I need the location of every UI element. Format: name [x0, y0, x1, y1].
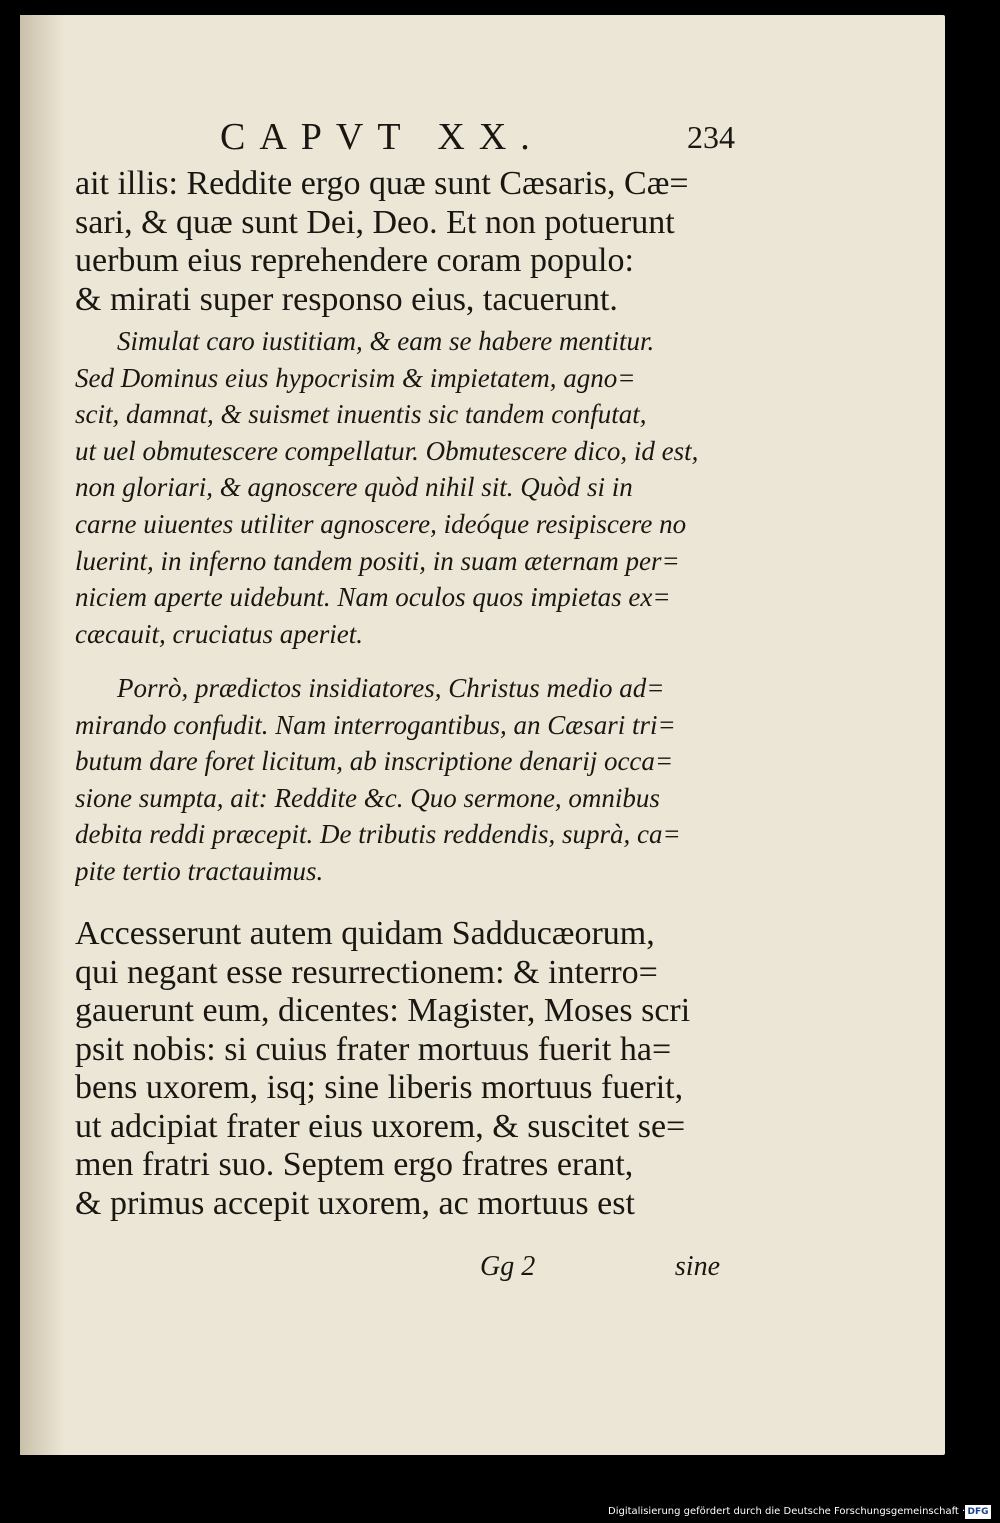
text-line: sari, & quæ sunt Dei, Deo. Et non potuerunt	[75, 203, 675, 241]
text-line: butum dare foret licitum, ab inscriptione denarij occa=	[75, 746, 674, 777]
text-line: ait illis: Reddite ergo quæ sunt Cæsaris, Cæ=	[75, 165, 689, 202]
catchword: sine	[674, 1251, 720, 1282]
dfg-logo: DFG	[965, 1505, 991, 1519]
text-line: psit nobis: si cuius frater mortuus fuerit ha=	[75, 1030, 672, 1068]
text-line: carne uiuentes utiliter agnoscere, ideóque resipiscere no	[75, 508, 687, 539]
page-footer	[480, 1251, 720, 1291]
text-line: debita reddi præcepit. De tributis reddendis, suprà, ca=	[75, 819, 681, 850]
text-line: pite tertio tractauimus.	[75, 855, 324, 886]
text-line: men fratri suo. Septem ergo fratres erant,	[75, 1146, 634, 1183]
commentary-block-1	[75, 323, 735, 652]
running-head	[220, 115, 735, 165]
page-number: 234	[687, 119, 735, 155]
verse-block-2	[75, 915, 735, 1223]
text-line: mirando confudit. Nam interrogantibus, an Cæsari tri=	[75, 709, 676, 740]
text-line: scit, damnat, & suismet inuentis sic tandem confutat,	[75, 399, 647, 430]
text-line: qui negant esse resurrectionem: & interro=	[75, 953, 658, 991]
text-line: Sed Dominus eius hypocrisim & impietatem, agno=	[75, 362, 636, 393]
text-line: niciem aperte uidebunt. Nam oculos quos impietas ex=	[75, 582, 671, 613]
text-line: luerint, in inferno tandem positi, in suam æternam per=	[75, 545, 680, 576]
text-line: & primus accepit uxorem, ac mortuus est	[75, 1184, 635, 1222]
text-line: non gloriari, & agnoscere quòd nihil sit. Quòd si in	[75, 472, 633, 503]
commentary-block-2	[75, 670, 735, 890]
digitization-credit: Digitalisierung gefördert durch die Deutsche Forschungsgemeinschaft ·	[608, 1506, 966, 1517]
text-line: ut uel obmutescere compellatur. Obmutescere dico, id est,	[75, 435, 699, 466]
verse-block-1	[75, 165, 735, 319]
text-line: Simulat caro iustitiam, & eam se habere mentitur.	[117, 326, 655, 356]
text-line: ut adcipiat frater eius uxorem, & suscitet se=	[75, 1107, 686, 1145]
gutter-shadow	[20, 15, 65, 1455]
book-page	[20, 15, 945, 1455]
text-line: Accesserunt autem quidam Sadducæorum,	[75, 915, 655, 952]
text-line: cæcauit, cruciatus aperiet.	[75, 618, 363, 649]
text-line: sione sumpta, ait: Reddite &c. Quo sermone, omnibus	[75, 782, 660, 813]
text-line: Porrò, prædictos insidiatores, Christus medio ad=	[117, 673, 665, 703]
text-line: & mirati super responso eius, tacuerunt.	[75, 280, 618, 318]
text-line: gauerunt eum, dicentes: Magister, Moses scri	[75, 992, 691, 1029]
chapter-title: CAPVT XX.	[220, 116, 544, 158]
text-line: bens uxorem, isq; sine liberis mortuus fuerit,	[75, 1069, 684, 1106]
signature-mark: Gg 2	[480, 1251, 536, 1282]
text-line: uerbum eius reprehendere coram populo:	[75, 242, 634, 279]
